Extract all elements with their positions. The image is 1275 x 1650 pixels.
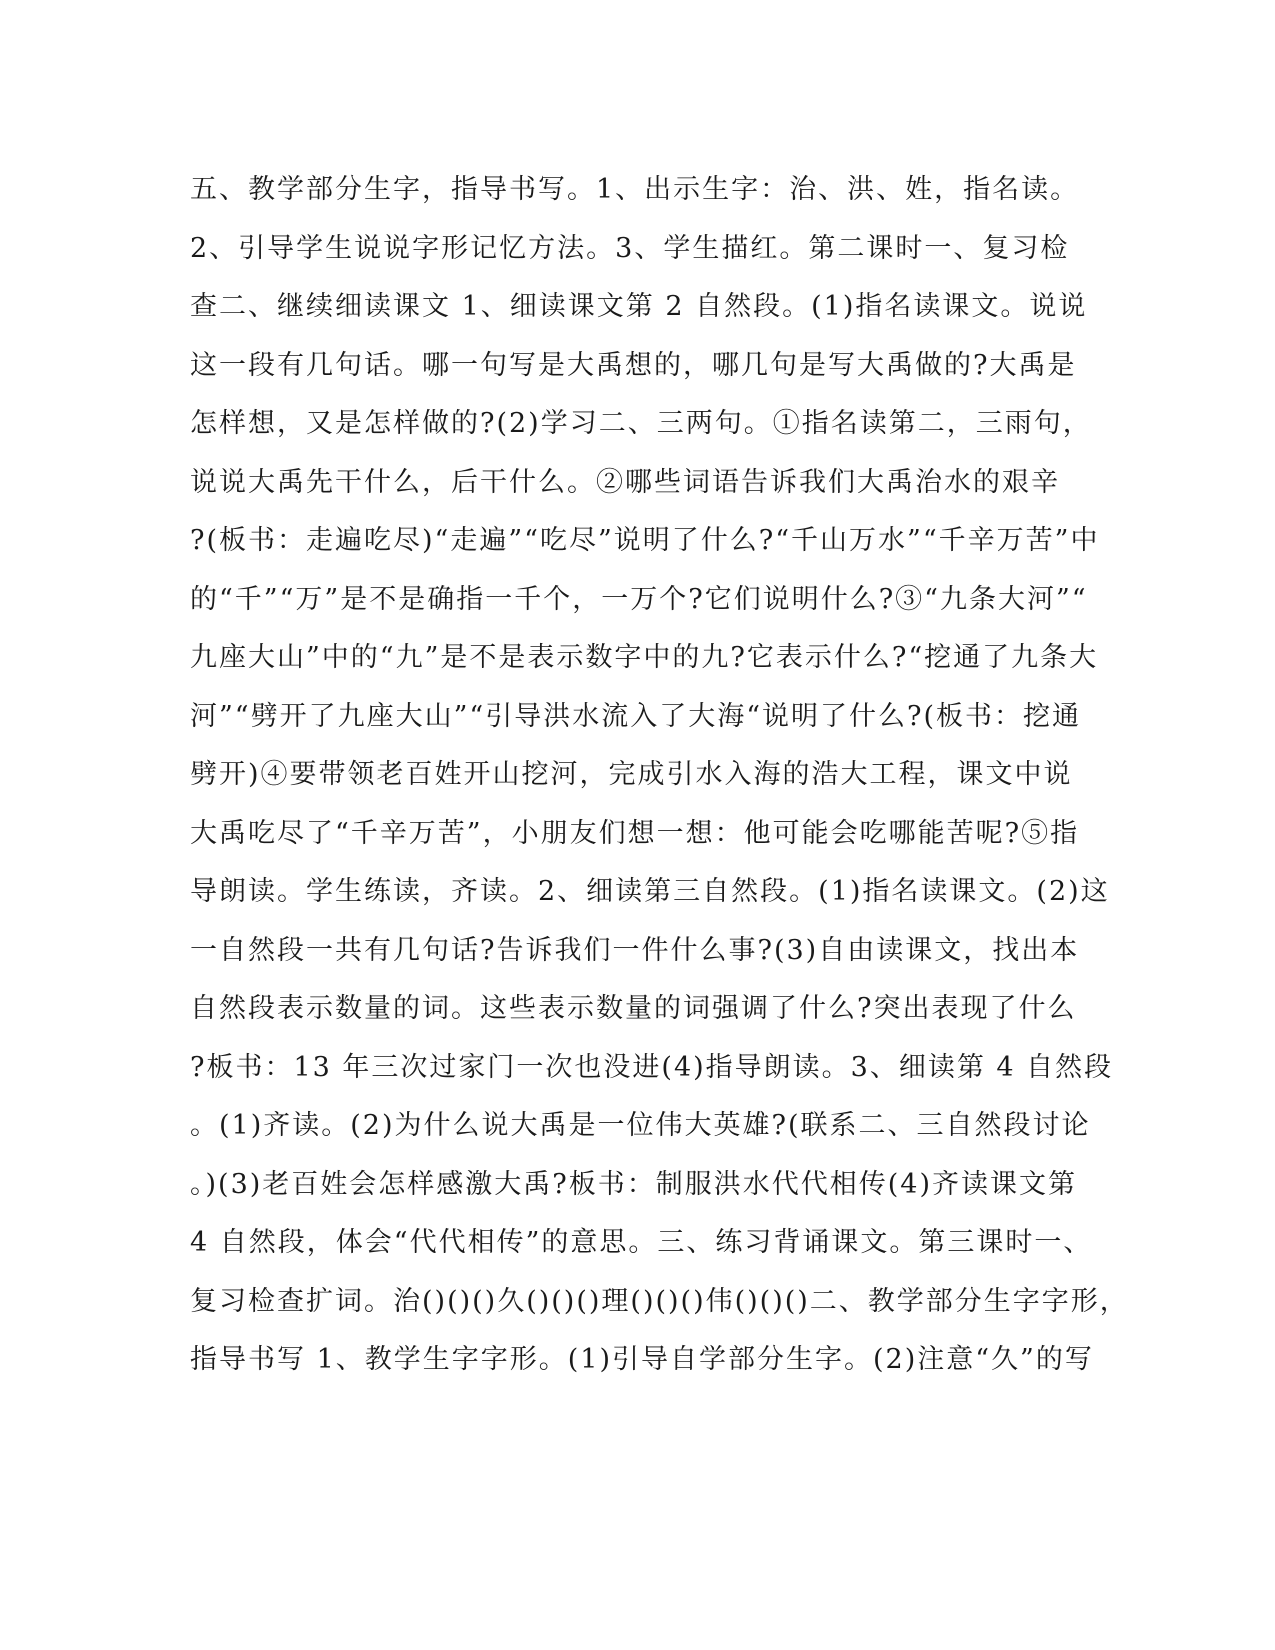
text-line: 九座大山”中的“九”是不是表示数字中的九?它表示什么?“挖通了九条大 <box>190 642 1099 673</box>
text-line: 查二、继续细读课文 1、细读课文第 2 自然段。(1)指名读课文。说说 <box>190 291 1088 322</box>
text-line: 。(1)齐读。(2)为什么说大禹是一位伟大英雄?(联系二、三自然段讨论 <box>190 1110 1091 1141</box>
text-line: 导朗读。学生练读，齐读。2、细读第三自然段。(1)指名读课文。(2)这 <box>190 876 1110 907</box>
text-line: 怎样想，又是怎样做的?(2)学习二、三两句。①指名读第二，三雨句， <box>190 408 1092 439</box>
text-line: 指导书写 1、教学生字字形。(1)引导自学部分生字。(2)注意“久”的写 <box>190 1344 1094 1375</box>
text-line: 4 自然段，体会“代代相传”的意思。三、练习背诵课文。第三课时一、 <box>190 1227 1093 1258</box>
text-line: 河”“劈开了九座大山”“引导洪水流入了大海“说明了什么?(板书：挖通 <box>190 700 1082 732</box>
text-line: 复习检查扩词。治()()()久()()()理()()()伟()()()二、教学部分生字字形， <box>190 1285 1129 1317</box>
text-line: 一自然段一共有几句话?告诉我们一件什么事?(3)自由读课文，找出本 <box>190 934 1080 966</box>
text-line: 的“千”“万”是不是确指一千个，一万个?它们说明什么?③“九条大河”“ <box>190 583 1088 615</box>
body-text <box>190 161 1129 1390</box>
text-line: 2、引导学生说说字形记忆方法。3、学生描红。第二课时一、复习检 <box>190 232 1070 264</box>
text-line: ?板书：13 年三次过家门一次也没进(4)指导朗读。3、细读第 4 自然段 <box>190 1051 1114 1083</box>
text-line: 说说大禹先干什么，后干什么。②哪些词语告诉我们大禹治水的艰辛 <box>190 466 1060 498</box>
text-line: 这一段有几句话。哪一句写是大禹想的，哪几句是写大禹做的?大禹是 <box>190 349 1077 381</box>
text-line: ?(板书：走遍吃尽)“走遍”“吃尽”说明了什么?“千山万水”“千辛万苦”中 <box>190 525 1100 556</box>
text-line: 五、教学部分生字，指导书写。1、出示生字：治、洪、姓，指名读。 <box>190 174 1080 205</box>
text-line: 劈开)④要带领老百姓开山挖河，完成引水入海的浩大工程，课文中说 <box>190 759 1073 790</box>
text-line: 。)(3)老百姓会怎样感激大禹?板书：制服洪水代代相传(4)齐读课文第 <box>190 1168 1077 1200</box>
text-line: 大禹吃尽了“千辛万苦”，小朋友们想一想：他可能会吃哪能苦呢?⑤指 <box>190 817 1080 849</box>
text-line: 自然段表示数量的词。这些表示数量的词强调了什么?突出表现了什么 <box>190 993 1077 1024</box>
